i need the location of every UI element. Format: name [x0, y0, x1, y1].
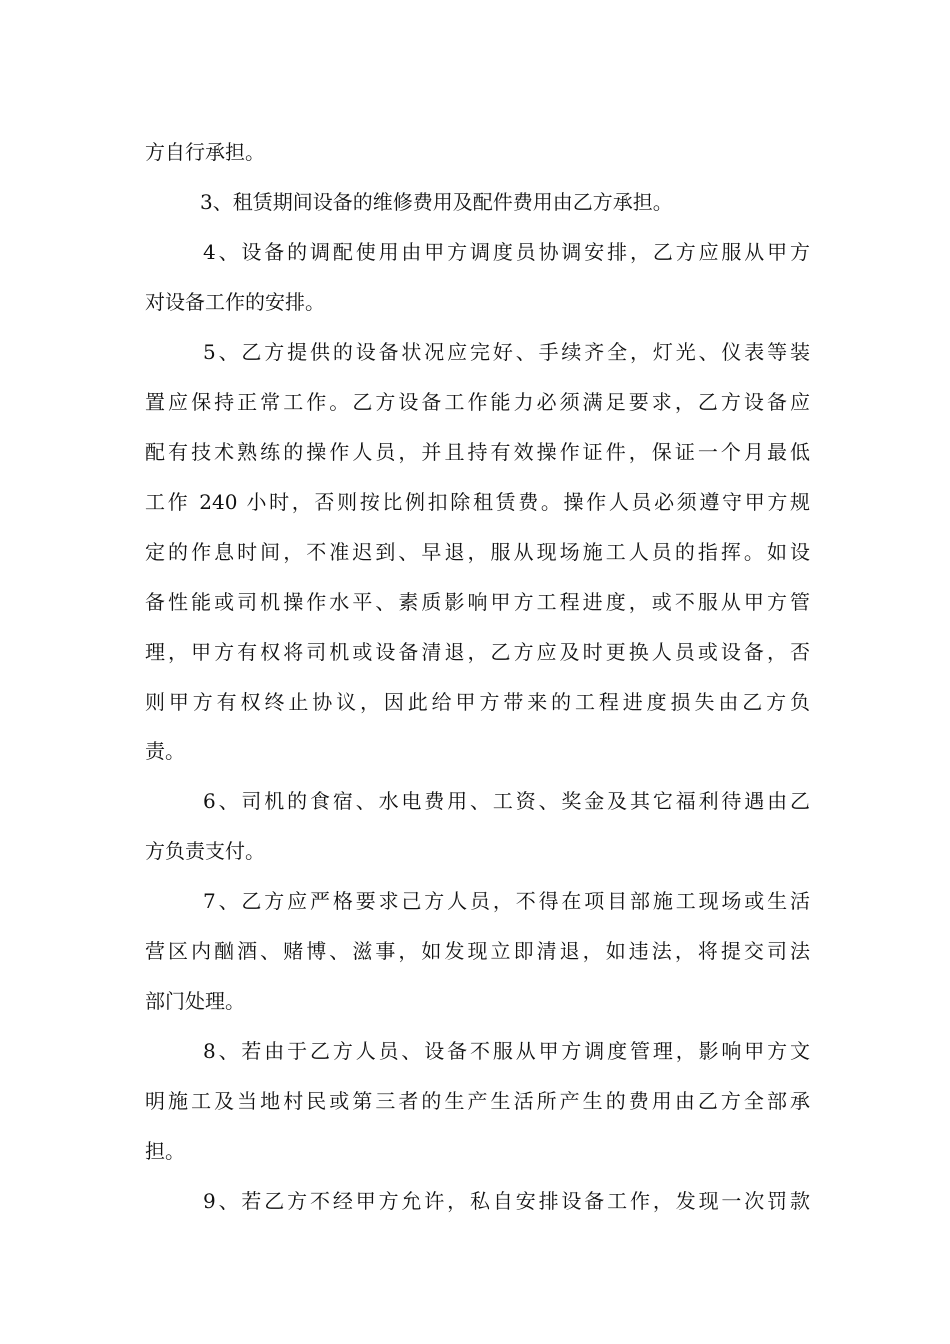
- text-line-9: 定的作息时间，不准迟到、早退，服从现场施工人员的指挥。如设: [145, 540, 810, 564]
- text-line-18: 部门处理。: [145, 989, 245, 1013]
- text-line-12: 则甲方有权终止协议，因此给甲方带来的工程进度损失由乙方负: [145, 690, 810, 714]
- text-line-14: 6、司机的食宿、水电费用、工资、奖金及其它福利待遇由乙: [203, 789, 810, 813]
- text-line-1: 方自行承担。: [145, 140, 265, 164]
- text-line-15: 方负责支付。: [145, 839, 265, 863]
- text-line-7: 配有技术熟练的操作人员，并且持有效操作证件，保证一个月最低: [145, 440, 810, 464]
- text-line-4: 对设备工作的安排。: [145, 290, 325, 314]
- text-line-2: 3、租赁期间设备的维修费用及配件费用由乙方承担。: [200, 190, 673, 214]
- text-line-20: 明施工及当地村民或第三者的生产生活所产生的费用由乙方全部承: [145, 1089, 810, 1113]
- text-line-13: 责。: [145, 739, 185, 763]
- text-line-8: 工作 240 小时，否则按比例扣除租赁费。操作人员必须遵守甲方规: [145, 490, 810, 514]
- text-line-22: 9、若乙方不经甲方允许，私自安排设备工作，发现一次罚款: [203, 1189, 810, 1213]
- text-line-16: 7、乙方应严格要求己方人员，不得在项目部施工现场或生活: [203, 889, 810, 913]
- text-line-11: 理，甲方有权将司机或设备清退，乙方应及时更换人员或设备，否: [145, 640, 810, 664]
- text-line-10: 备性能或司机操作水平、素质影响甲方工程进度，或不服从甲方管: [145, 590, 810, 614]
- text-line-3: 4、设备的调配使用由甲方调度员协调安排，乙方应服从甲方: [203, 240, 810, 264]
- text-line-21: 担。: [145, 1139, 185, 1163]
- text-line-17: 营区内酗酒、赌博、滋事，如发现立即清退，如违法，将提交司法: [145, 939, 810, 963]
- text-line-5: 5、乙方提供的设备状况应完好、手续齐全，灯光、仪表等装: [203, 340, 810, 364]
- text-line-19: 8、若由于乙方人员、设备不服从甲方调度管理，影响甲方文: [203, 1039, 810, 1063]
- text-line-6: 置应保持正常工作。乙方设备工作能力必须满足要求，乙方设备应: [145, 390, 810, 414]
